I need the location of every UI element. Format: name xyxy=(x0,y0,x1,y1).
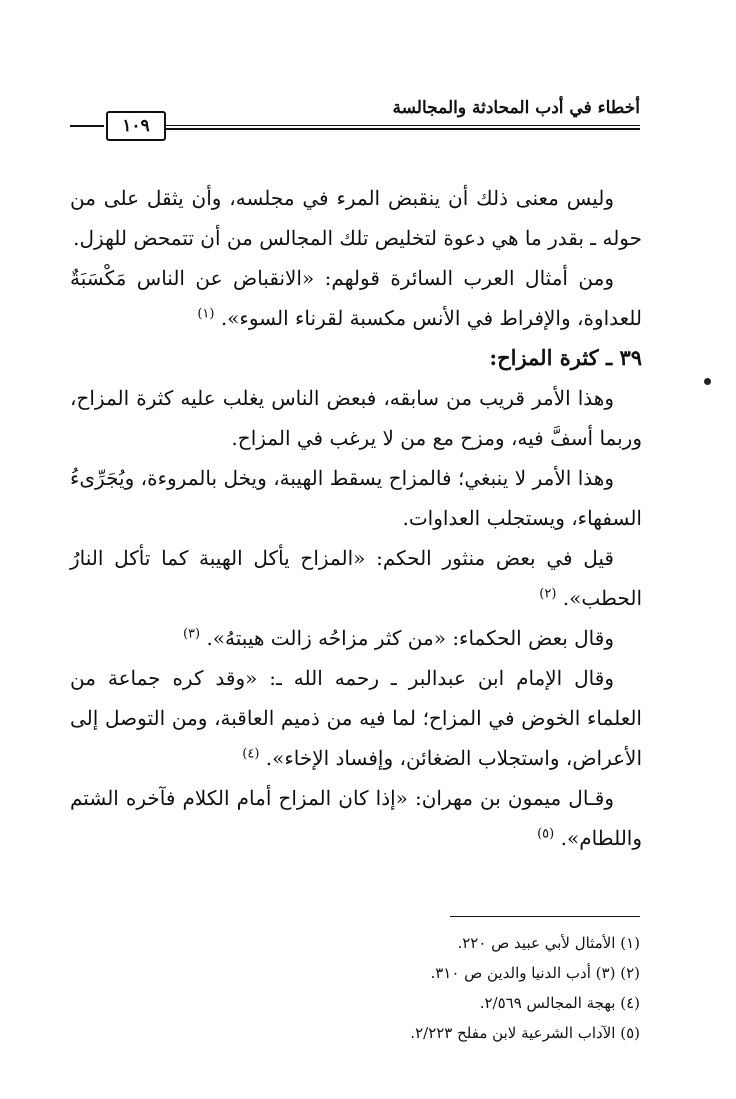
paragraph-text: وهذا الأمر قريب من سابقه، فبعض الناس يغلب عليه كثرة المزاح، وربما أسفَّ فيه، ومزح مع من لا يرغب في المزاح. xyxy=(70,386,642,450)
margin-dot xyxy=(704,378,711,385)
footnote-mark: (٢) xyxy=(539,586,557,602)
header-rule-left xyxy=(70,125,104,127)
footnote-mark: (٤) xyxy=(242,746,260,762)
footnote: (١) الأمثال لأبي عبيد ص ٢٢٠. xyxy=(457,934,640,952)
footnote-mark: (٣) xyxy=(182,626,201,642)
footnotes xyxy=(80,928,640,1048)
header-rule xyxy=(166,125,640,130)
paragraph xyxy=(70,378,642,458)
paragraph xyxy=(70,778,642,858)
footnote: (٥) الآداب الشرعية لابن مفلح ٢/٢٢٣. xyxy=(410,1024,640,1042)
paragraph xyxy=(70,538,642,618)
header-title: أخطاء في أدب المحادثة والمجالسة xyxy=(392,98,640,118)
paragraph xyxy=(70,618,642,658)
footnote-mark: (١) xyxy=(197,306,215,322)
paragraph xyxy=(70,458,642,538)
paragraph-text: وقال الإمام ابن عبدالبر ـ رحمه الله ـ: «وقد كره جماعة من العلماء الخوض في المزاح؛ لما فيه من ذميم العاقبة، ومن التوصل إلى الأعراض، واستجلاب الضغائن، وإفساد الإخاء». xyxy=(70,666,642,770)
main-text xyxy=(70,178,642,858)
footnote-separator xyxy=(450,916,640,917)
footnote-mark: (٥) xyxy=(537,826,555,842)
footnote: (٢) (٣) أدب الدنيا والدين ص ٣١٠. xyxy=(430,964,640,982)
page-number: ١٠٩ xyxy=(106,111,166,141)
paragraph-text: قيل في بعض منثور الحكم: «المزاح يأكل الهيبة كما تأكل النارُ الحطب». xyxy=(70,546,642,610)
paragraph-text: وقال بعض الحكماء: «من كثر مزاحُه زالت هيبتهُ». xyxy=(206,626,614,650)
paragraph xyxy=(70,258,642,338)
paragraph-text: ومن أمثال العرب السائرة قولهم: «الانقباض عن الناس مَكْسَبَةٌ للعداوة، والإفراط في الأنس مكسبة لقرناء السوء». xyxy=(70,266,642,330)
paragraph-text: وليس معنى ذلك أن ينقبض المرء في مجلسه، وأن يثقل على من حوله ـ بقدر ما هي دعوة لتخليص تلك المجالس من أن تتمحض للهزل. xyxy=(70,186,642,250)
footnote: (٤) بهجة المجالس ٢/٥٦٩. xyxy=(479,994,640,1012)
section-heading: ٣٩ ـ كثرة المزاح: xyxy=(489,345,642,370)
paragraph-text: وهذا الأمر لا ينبغي؛ فالمزاح يسقط الهيبة، ويخل بالمروءة، ويُجَرِّىءُ السفهاء، ويستجلب العداوات. xyxy=(70,466,642,530)
running-header xyxy=(70,98,640,138)
paragraph xyxy=(70,178,642,258)
paragraph xyxy=(70,658,642,778)
paragraph-text: وقـال ميمون بن مهران: «إذا كان المزاح أمام الكلام فآخره الشتم واللطام». xyxy=(70,786,642,850)
